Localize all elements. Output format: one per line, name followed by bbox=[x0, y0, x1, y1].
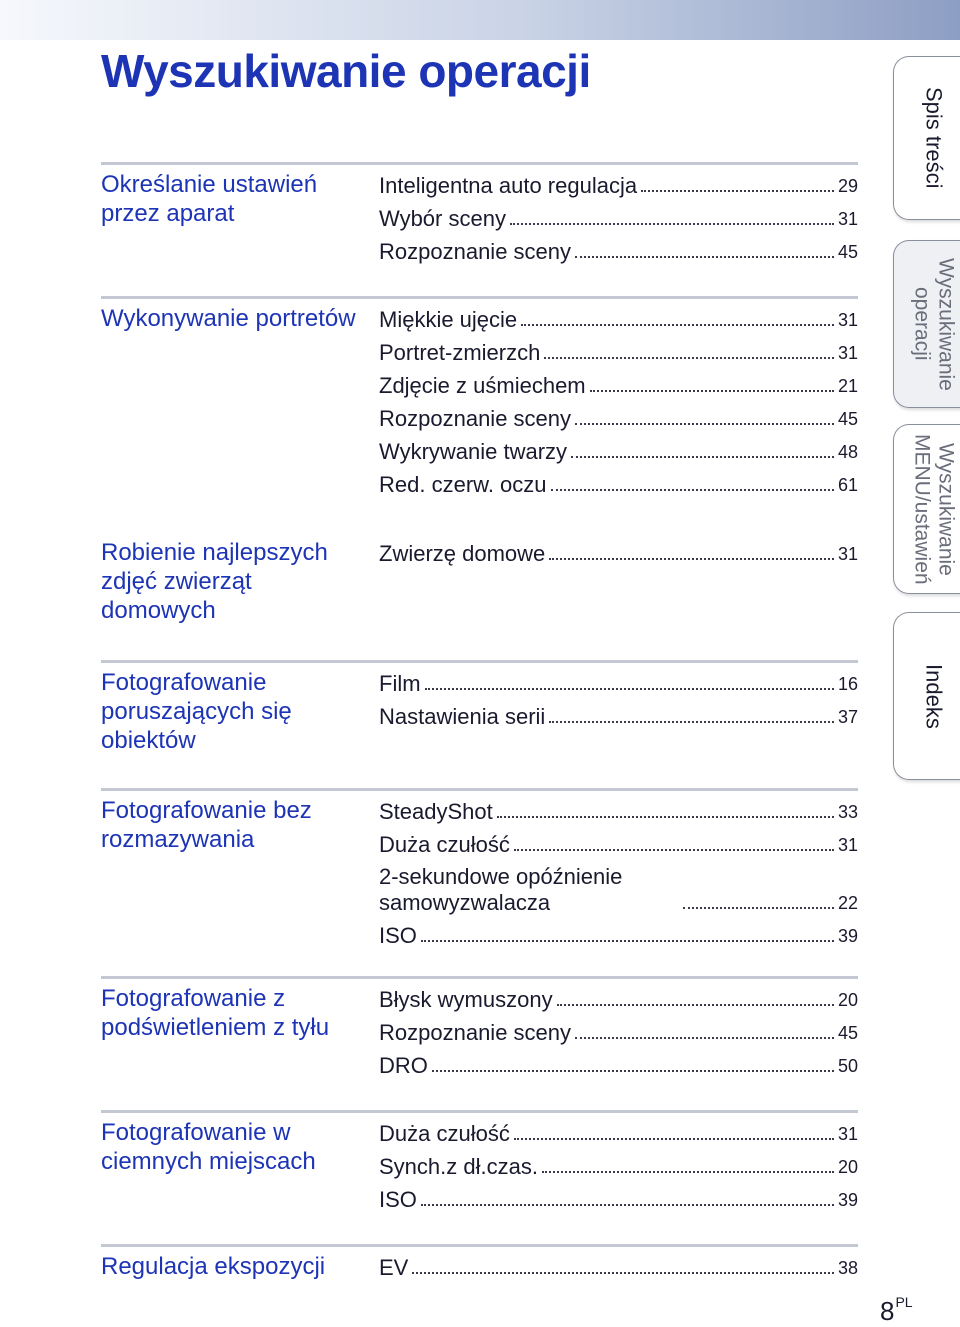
entry-name: Duża czułość bbox=[379, 832, 510, 857]
section-title: Fotografowanie poruszających się obiektów bbox=[101, 669, 292, 754]
leader-dots bbox=[575, 423, 834, 425]
entry-page: 31 bbox=[837, 209, 858, 229]
entry-page: 33 bbox=[837, 802, 858, 822]
page-title: Wyszukiwanie operacji bbox=[101, 45, 591, 97]
entry-link[interactable] bbox=[379, 432, 858, 465]
leader-dots bbox=[557, 1004, 834, 1006]
entry-name: Film bbox=[379, 671, 421, 696]
entry-link[interactable] bbox=[379, 166, 858, 199]
entry-name: Inteligentna auto regulacja bbox=[379, 173, 638, 198]
entry-name: Miękkie ujęcie bbox=[379, 307, 518, 332]
leader-dots bbox=[421, 1204, 834, 1206]
entry-link[interactable] bbox=[379, 1248, 858, 1281]
entry-list bbox=[379, 1248, 858, 1281]
entry-page: 45 bbox=[837, 409, 858, 429]
entry-page: 20 bbox=[837, 990, 858, 1010]
entry-link[interactable] bbox=[379, 916, 858, 949]
entry-list bbox=[379, 300, 858, 498]
section-title: Określanie ustawień przez aparat bbox=[101, 171, 318, 227]
entry-link[interactable] bbox=[379, 399, 858, 432]
section-divider bbox=[101, 1110, 858, 1113]
entry-list bbox=[379, 1114, 858, 1213]
tab-label: Spis treści bbox=[921, 87, 947, 189]
entry-page: 31 bbox=[837, 1124, 858, 1144]
entry-page: 61 bbox=[837, 475, 858, 495]
entry-name: DRO bbox=[379, 1053, 428, 1078]
entry-list bbox=[379, 534, 858, 567]
leader-dots bbox=[514, 1138, 834, 1140]
entry-name: Portret-zmierzch bbox=[379, 340, 541, 365]
leader-dots bbox=[421, 940, 834, 942]
entry-page: 45 bbox=[837, 1023, 858, 1043]
entry-name: Rozpoznanie sceny bbox=[379, 239, 572, 264]
entry-list bbox=[379, 664, 858, 730]
section-divider bbox=[101, 162, 858, 165]
entry-link[interactable] bbox=[379, 465, 858, 498]
entry-link[interactable] bbox=[379, 1013, 858, 1046]
leader-dots bbox=[412, 1272, 834, 1274]
entry-name: Błysk wymuszony bbox=[379, 987, 553, 1012]
leader-dots bbox=[497, 816, 834, 818]
entry-page: 22 bbox=[837, 893, 858, 913]
section-title: Regulacja ekspozycji bbox=[101, 1253, 326, 1280]
tab-operation-search[interactable] bbox=[893, 240, 960, 408]
entry-list bbox=[379, 166, 858, 265]
entry-link[interactable] bbox=[379, 1114, 858, 1147]
entry-name: Zwierzę domowe bbox=[379, 541, 546, 566]
entry-name: ISO bbox=[379, 923, 417, 948]
leader-dots bbox=[425, 688, 834, 690]
entry-link[interactable] bbox=[379, 792, 858, 825]
page-number bbox=[880, 1296, 913, 1327]
section-divider bbox=[101, 976, 858, 979]
leader-dots bbox=[571, 456, 834, 458]
leader-dots bbox=[521, 324, 834, 326]
entry-page: 31 bbox=[837, 544, 858, 564]
leader-dots bbox=[549, 558, 834, 560]
tab-label: Indeks bbox=[921, 663, 947, 729]
entry-page: 39 bbox=[837, 1190, 858, 1210]
entry-link[interactable] bbox=[379, 232, 858, 265]
entry-page: 48 bbox=[837, 442, 858, 462]
entry-name: Duża czułość bbox=[379, 1121, 510, 1146]
entry-name: Red. czerw. oczu bbox=[379, 472, 547, 497]
entry-list bbox=[379, 792, 858, 949]
entry-link[interactable] bbox=[379, 366, 858, 399]
leader-dots bbox=[514, 849, 834, 851]
leader-dots bbox=[549, 721, 834, 723]
entry-name: Rozpoznanie sceny bbox=[379, 1020, 572, 1045]
entry-name: Nastawienia serii bbox=[379, 704, 546, 729]
leader-dots bbox=[683, 907, 834, 909]
entry-name: Rozpoznanie sceny bbox=[379, 406, 572, 431]
section-title: Fotografowanie w ciemnych miejscach bbox=[101, 1119, 316, 1175]
tab-menu-settings-search[interactable] bbox=[893, 424, 960, 594]
entry-name: Wybór sceny bbox=[379, 206, 506, 231]
entry-link[interactable] bbox=[379, 534, 858, 567]
section-title: Fotografowanie bez rozmazywania bbox=[101, 797, 312, 853]
entry-link[interactable] bbox=[379, 333, 858, 366]
tab-table-of-contents[interactable] bbox=[893, 56, 960, 220]
entry-page: 50 bbox=[837, 1056, 858, 1076]
page-language-suffix: PL bbox=[895, 1294, 913, 1310]
tab-label: Wyszukiwanie operacji bbox=[910, 257, 958, 391]
leader-dots bbox=[575, 1037, 834, 1039]
entry-link[interactable] bbox=[379, 1147, 858, 1180]
tab-index[interactable] bbox=[893, 612, 960, 780]
entry-name: EV bbox=[379, 1255, 409, 1280]
entry-page: 31 bbox=[837, 310, 858, 330]
entry-name: SteadyShot bbox=[379, 799, 493, 824]
leader-dots bbox=[432, 1070, 834, 1072]
entry-list bbox=[379, 980, 858, 1079]
entry-link[interactable] bbox=[379, 1180, 858, 1213]
leader-dots bbox=[641, 190, 834, 192]
entry-link[interactable] bbox=[379, 858, 858, 916]
entry-page: 21 bbox=[837, 376, 858, 396]
entry-name: ISO bbox=[379, 1187, 417, 1212]
entry-link[interactable] bbox=[379, 1046, 858, 1079]
entry-page: 29 bbox=[837, 176, 858, 196]
leader-dots bbox=[575, 256, 834, 258]
leader-dots bbox=[590, 390, 834, 392]
section-divider bbox=[101, 660, 858, 663]
entry-name: Synch.z dł.czas. bbox=[379, 1154, 538, 1179]
entry-page: 31 bbox=[837, 343, 858, 363]
entry-link[interactable] bbox=[379, 664, 858, 697]
top-gradient-band bbox=[0, 0, 960, 40]
entry-link[interactable] bbox=[379, 980, 858, 1013]
entry-page: 37 bbox=[837, 707, 858, 727]
entry-name: Zdjęcie z uśmiechem bbox=[379, 373, 586, 398]
section-title: Wykonywanie portretów bbox=[101, 305, 356, 332]
leader-dots bbox=[542, 1171, 834, 1173]
entry-name: Wykrywanie twarzy bbox=[379, 439, 568, 464]
entry-page: 38 bbox=[837, 1258, 858, 1278]
entry-link[interactable] bbox=[379, 697, 858, 730]
leader-dots bbox=[510, 223, 834, 225]
section-title: Fotografowanie z podświetleniem z tyłu bbox=[101, 985, 330, 1041]
section-title: Robienie najlepszych zdjęć zwierząt domowych bbox=[101, 539, 328, 624]
entry-page: 39 bbox=[837, 926, 858, 946]
section-divider bbox=[101, 1244, 858, 1247]
leader-dots bbox=[551, 489, 834, 491]
page-number-value: 8 bbox=[880, 1296, 895, 1326]
entry-page: 31 bbox=[837, 835, 858, 855]
entry-link[interactable] bbox=[379, 199, 858, 232]
entry-page: 45 bbox=[837, 242, 858, 262]
entry-link[interactable] bbox=[379, 300, 858, 333]
entry-page: 16 bbox=[837, 674, 858, 694]
entry-link[interactable] bbox=[379, 825, 858, 858]
tab-label: Wyszukiwanie MENU/ustawień bbox=[910, 433, 958, 585]
leader-dots bbox=[544, 357, 834, 359]
section-divider bbox=[101, 788, 858, 791]
entry-name: 2-sekundowe opóźnienie samowyzwalacza bbox=[379, 864, 623, 915]
entry-page: 20 bbox=[837, 1157, 858, 1177]
section-divider bbox=[101, 296, 858, 299]
